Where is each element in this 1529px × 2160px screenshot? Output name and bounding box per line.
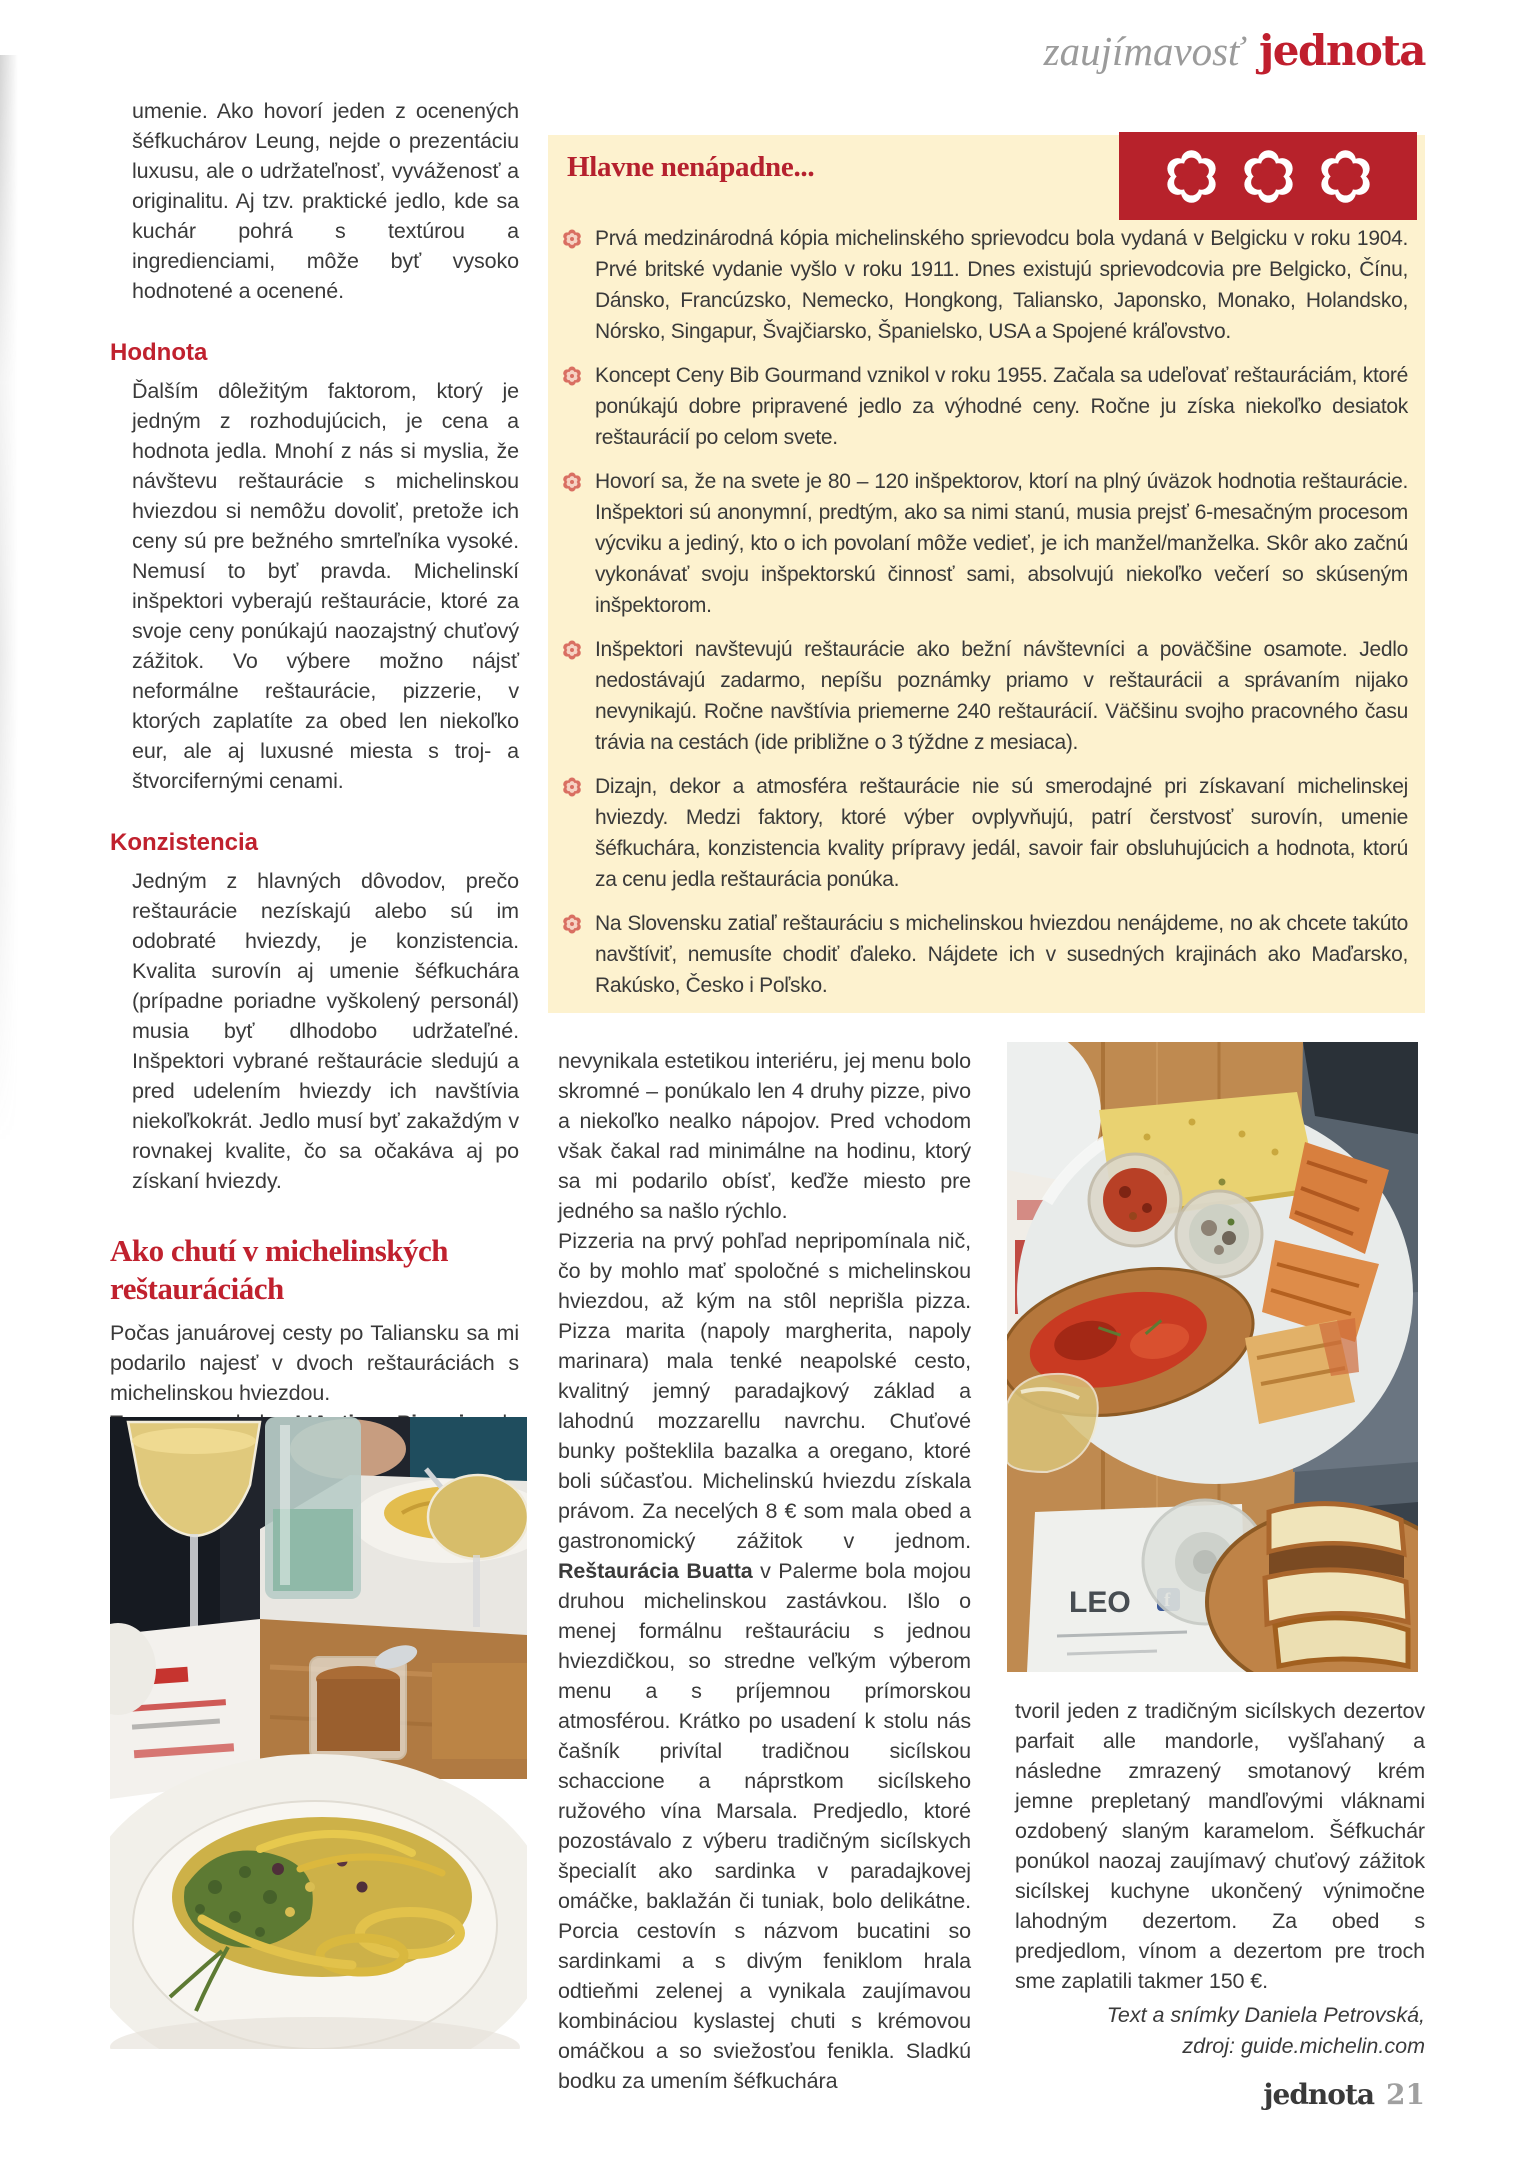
page-footer bbox=[1263, 2078, 1425, 2111]
magazine-logo: jednota bbox=[1259, 26, 1425, 75]
photo-pasta-table bbox=[110, 1417, 527, 2049]
michelin-star-icon bbox=[1164, 149, 1219, 204]
story-paragraph-post: v Palerme bola mojou druhou michelinskou zastávkou. Išlo o menej formálnu reštauráciu s jednou hviezdičkou, so stredne veľkým výberom menu a s príjemnou prímorskou atmosférou. Krátko po usadení k stolu nás čašník privítal tradičnou sicílskou schaccione a náprstkom sicílskeho ružového vína Marsala. Predjedlo, ktoré pozostávalo z výberu tradičným sicílskych špecialít ako sardinka v paradajkovej omáčke, baklažán či tuniak, bolo delikátne. Porcia cestovín s názvom bucatini so sardinkami a s divým feniklom hrala odtieňmi zelenej a vynikala zaujímavou kombináciou kyslastej chuti s krémovou omáčkou a so sviežosťou fenikla. Sladkú bodku za umením šéfkuchára bbox=[558, 1559, 971, 2093]
flower-bullet-icon bbox=[562, 777, 582, 797]
photo-antipasti-board bbox=[1007, 1042, 1418, 1672]
flower-bullet-icon bbox=[562, 366, 582, 386]
section-kicker: zaujímavosť bbox=[1043, 28, 1244, 74]
story-paragraph: nevynikala estetikou interiéru, jej menu bolo skromné – ponúkalo len 4 druhy pizze, pivo a niekoľko nealko nápojov. Pred vchodom však čakal rad minimálne na hodinu, ktorý sa mi podarilo obísť, keďže miesto pre jedného sa našlo rýchlo. bbox=[558, 1049, 971, 1223]
flower-bullet-icon bbox=[562, 914, 582, 934]
fact-text: Inšpektori navštevujú reštaurácie ako bežní návštevníci a poväčšine osamote. Jedlo nedostávajú zadarmo, nepíšu poznámky priamo v reštaurácii a správaním nijako nevynikajú. Ročne navštívia priemerne 240 reštaurácií. Väčšinu svojho pracovného času trávia na cestách (ide približne o 3 týždne z mesiaca). bbox=[595, 638, 1408, 754]
page-edge-shadow bbox=[0, 55, 18, 1145]
list-item bbox=[562, 908, 1408, 1001]
story-paragraph: tvoril jeden z tradičným sicílskych dezertov parfait alle mandorle, vyšľahaný a následne zmrazený smotanový krém jemne prepletaný mandľovými vláknami ozdobený slaným karamelom. Šéfkuchár ponúkol naozaj zaujímavý chuťový zážitok sicílskej kuchyne ukončený výnimočne lahodným dezertom. Za obed s predjedlom, vínom a dezertom pre troch sme zaplatili takmer 150 €. bbox=[1015, 1699, 1425, 1993]
list-item bbox=[562, 771, 1408, 895]
intro-paragraph: umenie. Ako hovorí jeden z ocenených šéfkuchárov Leung, nejde o prezentáciu luxusu, ale o udržateľnosť, vyváženosť a originalitu. Aj tzv. praktické jedlo, kde sa kuchár pohrá s textúrou a ingredienciami, môže byť vysoko hodnotené a ocenené. bbox=[132, 99, 519, 303]
infobox-title: Hlavne nenápadne... bbox=[567, 151, 815, 183]
feature-paragraph-1: Počas januárovej cesty po Taliansku sa mi podarilo najesť v dvoch reštauráciách s michelinskou hviezdou. bbox=[110, 1321, 519, 1405]
story-paragraph bbox=[558, 1226, 971, 2096]
section-heading-konzistencia: Konzistencia bbox=[110, 829, 259, 856]
middle-column bbox=[558, 1046, 971, 2096]
michelin-facts-box bbox=[548, 135, 1425, 1013]
left-column bbox=[110, 96, 519, 1528]
photo-embedded-text: LEO bbox=[1069, 1586, 1131, 1619]
list-item bbox=[562, 634, 1408, 758]
fact-text: Hovorí sa, že na svete je 80 – 120 inšpektorov, ktorí na plný úväzok hodnotia reštaurácie. Inšpektori sú anonymní, predtým, ako sa nimi stanú, musia prejsť 6-mesačným procesom výcviku a jediný, kto o ich povolaní môže vedieť, je ich manžel/manželka. Skôr ako začnú vykonávať svoju inšpektorskú činnosť sami, absolvujú niekoľko večerí so skúseným inšpektorom. bbox=[595, 470, 1408, 617]
credit-line-source: zdroj: guide.michelin.com bbox=[1182, 2034, 1425, 2058]
story-paragraph-pre: Pizzeria na prvý pohľad nepripomínala nič, čo by mohlo mať spoločné s michelinskou hviezdou, až kým na stôl neprišla pizza. Pizza marita (napoly margherita, napoly marinara) mala tenké neapolské cesto, kvalitný jemný paradajkový základ a lahodnú mozzarellu navrchu. Chuťové bunky pošteklila bazalka a oregano, ktoré boli súčasťou. Michelinskú hviezdu získala právom. Za necelých 8 € som mala obed a gastronomický zážitok v jednom. bbox=[558, 1229, 971, 1553]
fact-text: Koncept Ceny Bib Gourmand vznikol v roku 1955. Začala sa udeľovať reštauráciám, ktoré ponúkajú dobre pripravené jedlo za výhodné ceny. Ročne ju získa niekoľko desiatok reštaurácií po celom svete. bbox=[595, 364, 1408, 449]
feature-heading: Ako chutí v michelinských reštauráciách bbox=[110, 1233, 449, 1306]
right-column bbox=[1015, 1696, 1425, 2062]
restaurant-name-buatta: Reštaurácia Buatta bbox=[558, 1559, 753, 1583]
fact-text: Dizajn, dekor a atmosféra reštaurácie nie sú smerodajné pri získavaní michelinskej hviezdy. Medzi faktory, ktoré výber ovplyvňujú, patrí čerstvosť surovín, umenie šéfkuchára, konzistencia kvality prípravy jedál, savoir fair obsluhujúcich a hodnota, ktorú za cenu jedla reštaurácia ponúka. bbox=[595, 775, 1408, 891]
masthead bbox=[1044, 26, 1425, 75]
section-heading-hodnota: Hodnota bbox=[110, 339, 208, 366]
footer-logo: jednota bbox=[1263, 2078, 1375, 2111]
flower-bullet-icon bbox=[562, 229, 582, 249]
fact-text: Prvá medzinárodná kópia michelinského sprievodcu bola vydaná v Belgicku v roku 1904. Prvé britské vydanie vyšlo v roku 1911. Dnes existujú sprievodcovia pre Belgicko, Čínu, Dánsko, Francúzsko, Nemecko, Hongkong, Taliansko, Japonsko, Monako, Holandsko, Nórsko, Singapur, Švajčiarsko, Španielsko, USA a Spojené kráľovstvo. bbox=[595, 227, 1408, 343]
credit-line-author: Text a snímky Daniela Petrovská, bbox=[1106, 2003, 1425, 2027]
list-item bbox=[562, 360, 1408, 453]
facts-list bbox=[562, 223, 1408, 1014]
michelin-star-icon bbox=[1241, 149, 1296, 204]
fact-text: Na Slovensku zatiaľ reštauráciu s michelinskou hviezdou nenájdeme, no ak chcete takúto navštíviť, nemusíte chodiť ďaleko. Nájdete ich v susedných krajinách ako Maďarsko, Rakúsko, Česko i Poľsko. bbox=[595, 912, 1408, 997]
section-body-hodnota: Ďalším dôležitým faktorom, ktorý je jedným z rozhodujúcich, je cena a hodnota jedla. Mnohí z nás si myslia, že návštevu reštaurácie s michelinskou hviezdou si nemôžu dovoliť, pretože ich ceny sú pre bežného smrteľníka vysoké. Nemusí to byť pravda. Michelinskí inšpektori vyberajú reštaurácie, ktoré za svoje ceny ponúkajú naozajstný chuťový zážitok. Vo výbere možno nájsť neformálne reštaurácie, pizzerie, v ktorých zaplatíte za obed len niekoľko eur, ale aj luxusné miesta s troj- a štvorcifernými cenami. bbox=[132, 379, 519, 793]
section-body-konzistencia: Jedným z hlavných dôvodov, prečo reštaurácie nezískajú alebo sú im odobraté hviezdy, je konzistencia. Kvalita surovín aj umenie šéfkuchára (prípadne poriadne vyškolený personál) musia byť dlhodobo udržateľné. Inšpektori vybrané reštaurácie sledujú a pred udelením hviezdy ich navštívia niekoľkokrát. Jedlo musí byť zakaždým v rovnakej kvalite, čo sa očakáva aj po získaní hviezdy. bbox=[132, 869, 519, 1193]
list-item bbox=[562, 223, 1408, 347]
michelin-star-icon bbox=[1318, 149, 1373, 204]
michelin-stars-banner bbox=[1119, 132, 1417, 220]
flower-bullet-icon bbox=[562, 472, 582, 492]
list-item bbox=[562, 466, 1408, 621]
flower-bullet-icon bbox=[562, 640, 582, 660]
page-number: 21 bbox=[1386, 2078, 1425, 2111]
author-credit bbox=[1015, 2000, 1425, 2062]
